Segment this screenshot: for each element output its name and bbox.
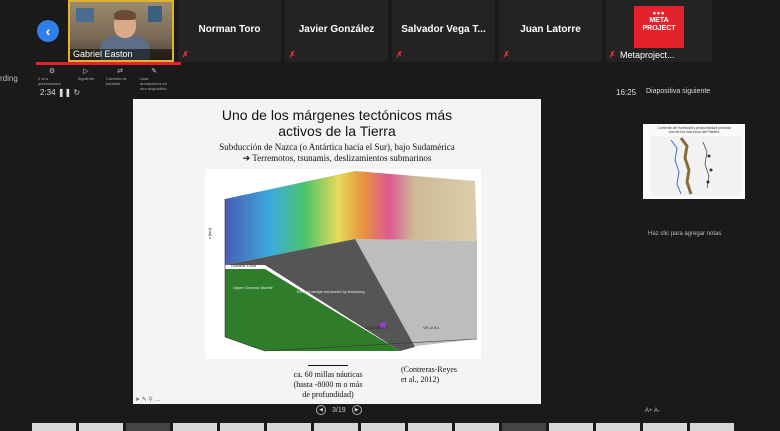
person-hair [114, 10, 136, 20]
slide-thumbnail[interactable] [549, 423, 593, 431]
label-depth-axis: z [km] [207, 228, 212, 239]
active-speaker-indicator [36, 62, 181, 65]
participant-name: Gabriel Easton [70, 49, 172, 60]
muted-mic-icon: ✗ [503, 50, 510, 59]
slide-subtitle: Subducción de Nazca (o Antártica hacia el Sur), bajo Sudamérica ➔ Terremotos, tsunamis, deslizamientos submarinos [219, 142, 455, 163]
subduction-block-diagram [205, 169, 481, 359]
tool-switch-screen[interactable]: ⇄ Cambiar de pantalla [106, 68, 127, 86]
label-event: 2010 Mw 7.1 [365, 325, 388, 330]
clock: 16:25 [616, 88, 637, 97]
notes-field[interactable]: Haz clic para agregar notas [648, 231, 722, 237]
wall-picture [76, 8, 94, 22]
gear-icon: ⚙ [48, 68, 56, 75]
logo-text: META PROJECT [642, 17, 676, 32]
slide-thumbnail[interactable] [502, 423, 546, 431]
next-slide-label: Diapositiva siguiente [646, 88, 711, 95]
slide-reference: (Contreras-Reyes et al., 2012) [401, 365, 457, 384]
back-arrow-icon[interactable]: ‹ [37, 20, 59, 42]
pointer-icon[interactable]: ➤ [135, 397, 141, 403]
slide-thumbnail[interactable] [408, 423, 452, 431]
elapsed-timer: 2:34 ❚❚ ↻ [40, 88, 81, 97]
slide-thumbnail[interactable] [596, 423, 640, 431]
participant-tile[interactable] [499, 0, 602, 62]
slide-thumbnail[interactable] [126, 423, 170, 431]
logo-dots-icon: ••• [652, 8, 666, 18]
participant-tile[interactable] [285, 0, 388, 62]
slide-thumbnail[interactable] [79, 423, 123, 431]
recording-label: rding [0, 74, 18, 83]
next-slide-map [651, 136, 741, 196]
slide-thumbnail[interactable] [455, 423, 499, 431]
prev-slide-icon[interactable]: ◀ [316, 405, 326, 415]
tool-next[interactable]: ▷ Siguiente [77, 68, 95, 81]
pen-icon[interactable]: ✎ [141, 397, 147, 403]
next-slide-icon[interactable]: ▶ [352, 405, 362, 415]
zoom-icon[interactable]: ⚲ [148, 397, 153, 403]
slide-title: Uno de los márgenes tectónicos más activos de la Tierra [221, 107, 453, 139]
muted-mic-icon: ✗ [289, 50, 296, 59]
scale-bar [308, 365, 348, 366]
next-icon: ▷ [83, 68, 89, 75]
slide-thumbnail[interactable] [643, 423, 687, 431]
more-icon[interactable]: … [154, 397, 161, 403]
next-slide-thumbnail[interactable]: Corriente de Humboldt y productividad primaria uno de los más ricos del Planeta [643, 124, 745, 199]
tool-annotations[interactable]: ✎ Usar anotaciones en otro dispositivo [140, 68, 168, 91]
slide-thumbnail[interactable] [314, 423, 358, 431]
slide-thumbnail[interactable] [690, 423, 734, 431]
pause-icon[interactable]: ❚❚ [57, 88, 72, 97]
participant-tile[interactable] [392, 0, 495, 62]
reset-icon[interactable]: ↻ [73, 88, 81, 97]
slide-thumbnail[interactable] [361, 423, 405, 431]
current-slide [133, 99, 541, 404]
participant-tile[interactable] [178, 0, 281, 62]
participant-name: Metaproject... [620, 50, 675, 60]
slide-pager [316, 405, 362, 415]
participant-name: Salvador Vega T... [401, 24, 486, 35]
label-eroded-wedge: Eroded wedge enhanced by fracturing [297, 289, 365, 294]
participant-name: Javier González [298, 24, 375, 35]
slide-thumbnail[interactable] [173, 423, 217, 431]
participant-tile-video[interactable] [68, 0, 174, 62]
participant-name: Juan Latorre [520, 24, 581, 35]
slide-annotation-tools[interactable] [135, 396, 160, 403]
pen-icon: ✎ [151, 68, 157, 75]
metaproject-logo [634, 6, 684, 48]
muted-mic-icon: ✗ [396, 50, 403, 59]
slide-thumbnail[interactable] [220, 423, 264, 431]
swap-icon: ⇄ [117, 68, 123, 75]
text-zoom-controls[interactable]: A+ A- [645, 408, 660, 414]
label-ve: VE=2.5:1 [423, 325, 440, 330]
slide-caption: ca. 60 millas náuticas (hasta -8000 m o más de profundidad) [283, 365, 373, 400]
participant-strip [0, 0, 780, 62]
label-upper-mantle: Upper Oceanic Mantle [233, 285, 273, 290]
tool-present[interactable]: ⚙ Ir al a presentación [38, 68, 61, 86]
slide-thumbnail[interactable] [32, 423, 76, 431]
slide-thumbnails [0, 423, 780, 431]
wall-picture [148, 6, 162, 22]
slide-counter: 3/19 [332, 406, 346, 414]
muted-mic-icon: ✗ [182, 50, 189, 59]
slide-thumbnail[interactable] [267, 423, 311, 431]
muted-mic-icon: ✗ [609, 50, 616, 59]
label-oceanic-crust: Oceanic Crust [231, 263, 257, 268]
participant-name: Norman Toro [198, 24, 261, 35]
